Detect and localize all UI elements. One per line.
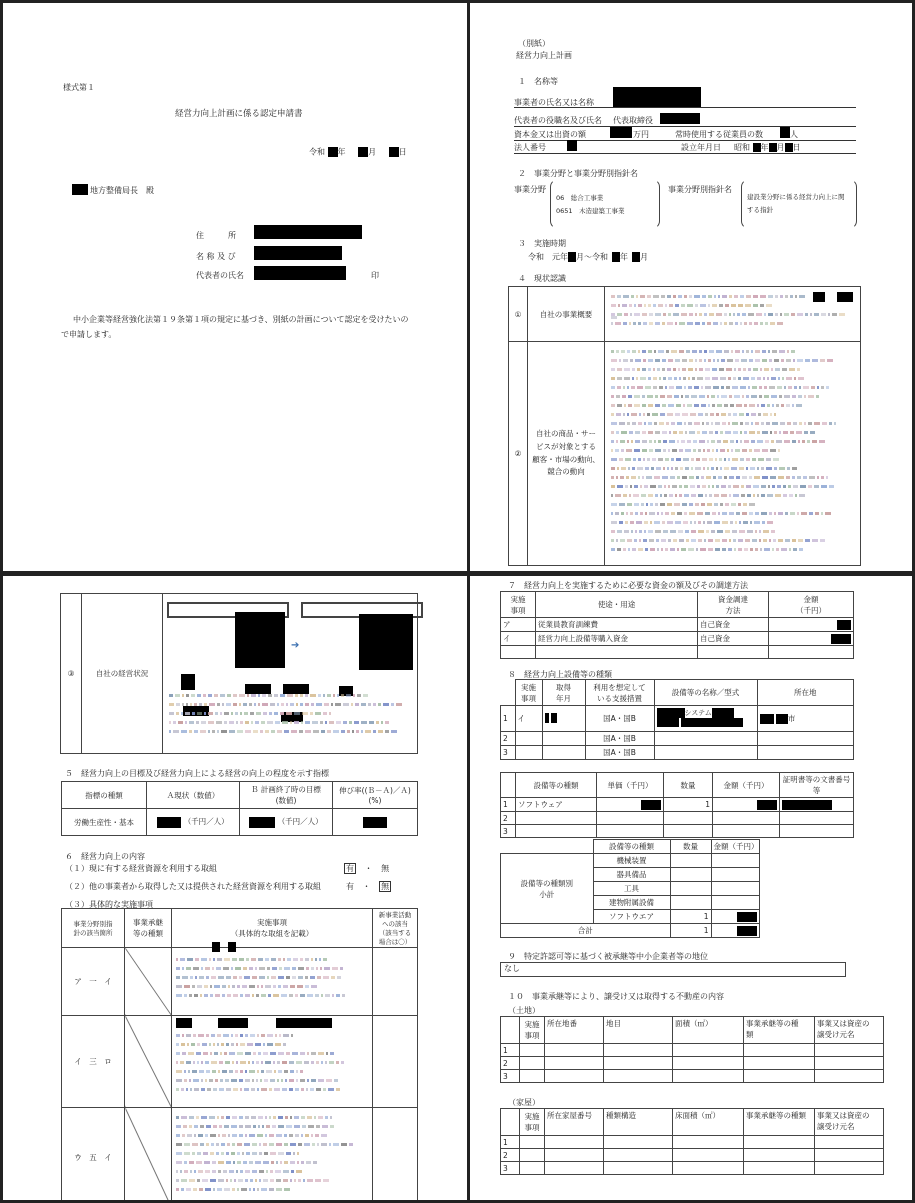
t9-r2-no: 2 (501, 812, 516, 825)
redacted-bureau (72, 184, 88, 195)
t5-row-labor: 労働生産性・基本 (62, 809, 147, 836)
t8-header-support: 利用を想定して いる支援措置 (585, 680, 654, 706)
equipment-table (500, 679, 854, 760)
redacted-name (254, 246, 342, 260)
section-6-heading: ６ 経営力向上の内容 (65, 852, 145, 861)
t10-type-machine: 機械装置 (593, 854, 670, 868)
t8-r3-support: 国A・国B (585, 746, 654, 760)
page-4-plan-continued (470, 576, 912, 1200)
section-2-heading: ２ 事業分野と事業分野別指針名 (518, 169, 638, 178)
t6-header-measure: 実施事項 （具体的な取組を記載） (172, 909, 373, 948)
form-number: 様式第１ (63, 83, 95, 92)
t10-header-qty: 数量 (670, 840, 711, 854)
current-status-table (508, 286, 861, 566)
row1-pixelated-text (605, 287, 861, 342)
t9-header-price: 単価（千円） (597, 773, 664, 798)
implementation-period: 令和 元年 月～令和 年 月 (528, 252, 648, 262)
redacted-representative (254, 266, 346, 280)
t6-row-c-measure (172, 1108, 373, 1201)
funding-table (500, 591, 854, 659)
date-line: 令和 年 月 日 (309, 147, 407, 157)
t12-header-transferor: 事業又は資産の 譲受け元名 (815, 1109, 884, 1136)
t8-header-item: 実施 事項 (515, 680, 542, 706)
section-3-heading: ３ 実施時期 (518, 239, 566, 248)
row2-label: 自社の商品・サー ビスが対象とする 顧客・市場の動向、 競合の動向 (528, 342, 605, 566)
t11-r1-no: 1 (501, 1044, 520, 1057)
section-9-heading: ９ 特定許認可等に基づく被承継等中小企業者等の地位 (508, 952, 708, 961)
form-title: 経営力向上計画に係る認定申請書 (175, 109, 303, 119)
equipment-cost-table (500, 772, 854, 838)
t8-r2-no: 2 (501, 732, 516, 746)
t8-header-date: 取得 年月 (542, 680, 585, 706)
guideline-2: する指針 (747, 206, 773, 214)
redacted-employees (780, 127, 790, 138)
t6-header-guideline: 事業分野別指 針の該当箇所 (62, 909, 125, 948)
land-table (500, 1016, 884, 1083)
arrow-icon: ➔ (291, 640, 300, 651)
t10-header-amount: 金額（千円） (711, 840, 760, 854)
pixelated-block (176, 1034, 356, 1097)
page-3-plan-continued (3, 576, 467, 1200)
row3-label: 自社の経営状況 (82, 594, 163, 754)
t8-header-location: 所在地 (757, 680, 854, 706)
capital-unit: 万円 (633, 130, 649, 139)
t11-r2-no: 2 (501, 1057, 520, 1070)
building-label: （家屋） (508, 1098, 540, 1107)
t10-total-qty: 1 (670, 924, 711, 938)
t7-r1-use: 従業員教育訓練費 (536, 618, 698, 632)
t7-r1-method: 自己資金 (698, 618, 769, 632)
corp-number-label: 法人番号 (514, 143, 546, 152)
t8-r1-name: システム (654, 706, 757, 732)
company-name-label: 事業者の氏名又は名称 (514, 98, 594, 107)
page-1-application-form (3, 3, 467, 571)
t10-total-label: 合計 (501, 924, 671, 938)
t11-header-area: 面積（㎡） (673, 1017, 744, 1044)
pixelated-block (169, 694, 409, 739)
t11-header-lot: 所在地番 (545, 1017, 604, 1044)
field-2: 0651 木造建築工事業 (556, 207, 625, 215)
t6-header-new-business: 新事業活動 への該当 （該当する 場合は〇） (373, 909, 418, 948)
t11-r3-no: 3 (501, 1070, 520, 1083)
addressee: 地方整備局長 殿 (90, 186, 154, 195)
t7-header-method: 資金調達 方法 (698, 592, 769, 618)
t11-header-transferor: 事業又は資産の 譲受け元名 (815, 1017, 884, 1044)
t8-header-name: 設備等の名称／型式 (654, 680, 757, 706)
t9-r3-no: 3 (501, 825, 516, 838)
redacted-capital (610, 127, 632, 138)
t5-current-value: （千円／人） (147, 809, 240, 836)
section-1-heading: １ 名称等 (518, 77, 558, 86)
t12-r1-no: 1 (501, 1136, 520, 1149)
t11-header-item: 実施 事項 (520, 1017, 545, 1044)
t9-r1-qty: 1 (664, 798, 713, 812)
founded-label: 設立年月日 (681, 143, 721, 152)
seal-mark: 印 (371, 271, 379, 280)
t12-r3-no: 3 (501, 1162, 520, 1175)
guideline-label: 事業分野別指針名 (668, 185, 732, 194)
t12-header-structure: 種類構造 (604, 1109, 673, 1136)
field-1: 06 総合工事業 (556, 194, 604, 202)
section-4-heading: ４ 現状認識 (518, 274, 566, 283)
t8-r3-no: 3 (501, 746, 516, 760)
t7-r2-method: 自己資金 (698, 632, 769, 646)
management-status-chart (163, 594, 418, 754)
employees-unit: 人 (790, 130, 798, 139)
t10-side-label: 設備等の種類別 小計 (501, 854, 594, 924)
t10-type-tools: 工具 (593, 882, 670, 896)
t6-row-a: ア 一 イ (62, 948, 125, 1016)
row2-pixelated-text (605, 342, 861, 566)
t9-header-type: 設備等の種類 (516, 773, 597, 798)
item-6-3: （３）具体的な実施事項 (65, 900, 153, 909)
founded-date: 昭和 年 月 日 (734, 143, 801, 152)
t7-header-amount: 金額 （千円） (769, 592, 854, 618)
t8-r1-location: 市 (757, 706, 854, 732)
t6-row-a-measure (172, 948, 373, 1016)
item-6-1: （１）現に有する経営資源を利用する取組 (65, 864, 217, 873)
land-label: （土地） (508, 1006, 540, 1015)
section-7-heading: ７ 経営力向上を実施するために必要な資金の額及びその調達方法 (508, 581, 748, 590)
section-9-value: なし (504, 964, 520, 973)
item-6-2: （２）他の事業者から取得した又は提供された経営資源を利用する取組 (65, 882, 321, 891)
redacted-company (613, 87, 701, 107)
t11-header-succession: 事業承継等の種 類 (744, 1017, 815, 1044)
section-10-heading: １０ 事業承継等により、譲受け又は取得する不動産の内容 (508, 992, 724, 1001)
t6-header-succession: 事業承継 等の種類 (125, 909, 172, 948)
pixelated-block (176, 1116, 356, 1197)
row1-number: ① (509, 287, 528, 342)
capital-label: 資本金又は出資の額 (514, 130, 586, 139)
t10-header-type: 設備等の種類 (593, 840, 670, 854)
t7-r2-use: 経営力向上設備等購入資金 (536, 632, 698, 646)
t7-header-item: 実施 事項 (501, 592, 536, 618)
pixelated-block (611, 350, 851, 557)
t9-header-amount: 金額（千円） (713, 773, 780, 798)
representative-title: 代表取締役 (613, 116, 653, 125)
field-bracket (550, 179, 660, 229)
row2-number: ② (509, 342, 528, 566)
t9-header-qty: 数量 (664, 773, 713, 798)
management-status-table (60, 593, 418, 754)
t9-r1-type: ソフトウェア (516, 798, 597, 812)
t12-r2-no: 2 (501, 1149, 520, 1162)
name-label: 名 称 及 び (196, 252, 236, 261)
attachment-label: （別紙） (518, 39, 550, 48)
redacted-rep-name (660, 113, 700, 124)
section-9-value-box (500, 962, 846, 977)
t7-r2-item: イ (501, 632, 536, 646)
redacted-corp-number (567, 140, 577, 151)
t8-r1-no: 1 (501, 706, 516, 732)
t11-header-category: 地目 (604, 1017, 673, 1044)
building-table (500, 1108, 884, 1175)
section-5-heading: ５ 経営力向上の目標及び経営力向上による経営の向上の程度を示す指標 (65, 769, 329, 778)
t12-header-item: 実施 事項 (520, 1109, 545, 1136)
t5-header-growth: 伸び率((Ｂ－Ａ)／Ａ) (%) (333, 782, 418, 809)
t6-row-b-measure (172, 1016, 373, 1108)
t8-r1-support: 国A・国B (585, 706, 654, 732)
t8-r2-support: 国A・国B (585, 732, 654, 746)
plan-title: 経営力向上計画 (516, 51, 572, 60)
item-6-2-choice: 有 ・ 無 (346, 882, 390, 891)
t12-header-floor-area: 床面積（㎡） (673, 1109, 744, 1136)
t10-software-qty: 1 (670, 910, 711, 924)
t8-r1-item: イ (515, 706, 542, 732)
row3-number: ③ (61, 594, 82, 754)
field-label: 事業分野 (514, 185, 546, 194)
t12-header-succession: 事業承継等の種類 (744, 1109, 815, 1136)
t12-header-house-no: 所在家屋番号 (545, 1109, 604, 1136)
targets-table (61, 781, 418, 836)
t10-type-fixtures: 器具備品 (593, 868, 670, 882)
t10-type-software: ソフトウエア (593, 910, 670, 924)
t9-header-cert: 証明書等の文書番号等 (780, 773, 854, 798)
row1-label: 自社の事業概要 (528, 287, 605, 342)
application-body-2: で申請します。 (61, 330, 117, 339)
measures-table (61, 908, 418, 1200)
t5-growth-value (333, 809, 418, 836)
t5-header-type: 指標の種類 (62, 782, 147, 809)
guideline-1: 建設業分野に係る経営力向上に関 (747, 193, 845, 201)
t6-row-b: イ 三 ロ (62, 1016, 125, 1108)
item-6-1-choice: 有 ・ 無 (346, 864, 390, 873)
t6-row-c: ウ 五 イ (62, 1108, 125, 1201)
t5-target-value: （千円／人） (240, 809, 333, 836)
section-8-heading: ８ 経営力向上設備等の種類 (508, 670, 612, 679)
t10-type-building: 建物附属設備 (593, 896, 670, 910)
guideline-bracket (741, 179, 857, 229)
application-body-1: 中小企業等経営強化法第１９条第１項の規定に基づき、別紙の計画について認定を受けたいの (73, 315, 409, 324)
t7-r1-item: ア (501, 618, 536, 632)
representative-label: 代表者の役職名及び氏名 (514, 116, 602, 125)
page-2-plan (470, 3, 912, 571)
redacted-address (254, 225, 362, 239)
equipment-subtotal-table (500, 839, 760, 938)
t9-r1-no: 1 (501, 798, 516, 812)
t5-header-target: Ｂ 計画終了時の目標 (数値) (240, 782, 333, 809)
address-label: 住 所 (196, 231, 236, 240)
employees-label: 常時使用する従業員の数 (675, 130, 763, 139)
representative-label: 代表者の氏名 (196, 271, 244, 280)
t5-header-current: Ａ現状（数値） (147, 782, 240, 809)
t7-header-use: 使途・用途 (536, 592, 698, 618)
pixelated-block (176, 958, 356, 1003)
